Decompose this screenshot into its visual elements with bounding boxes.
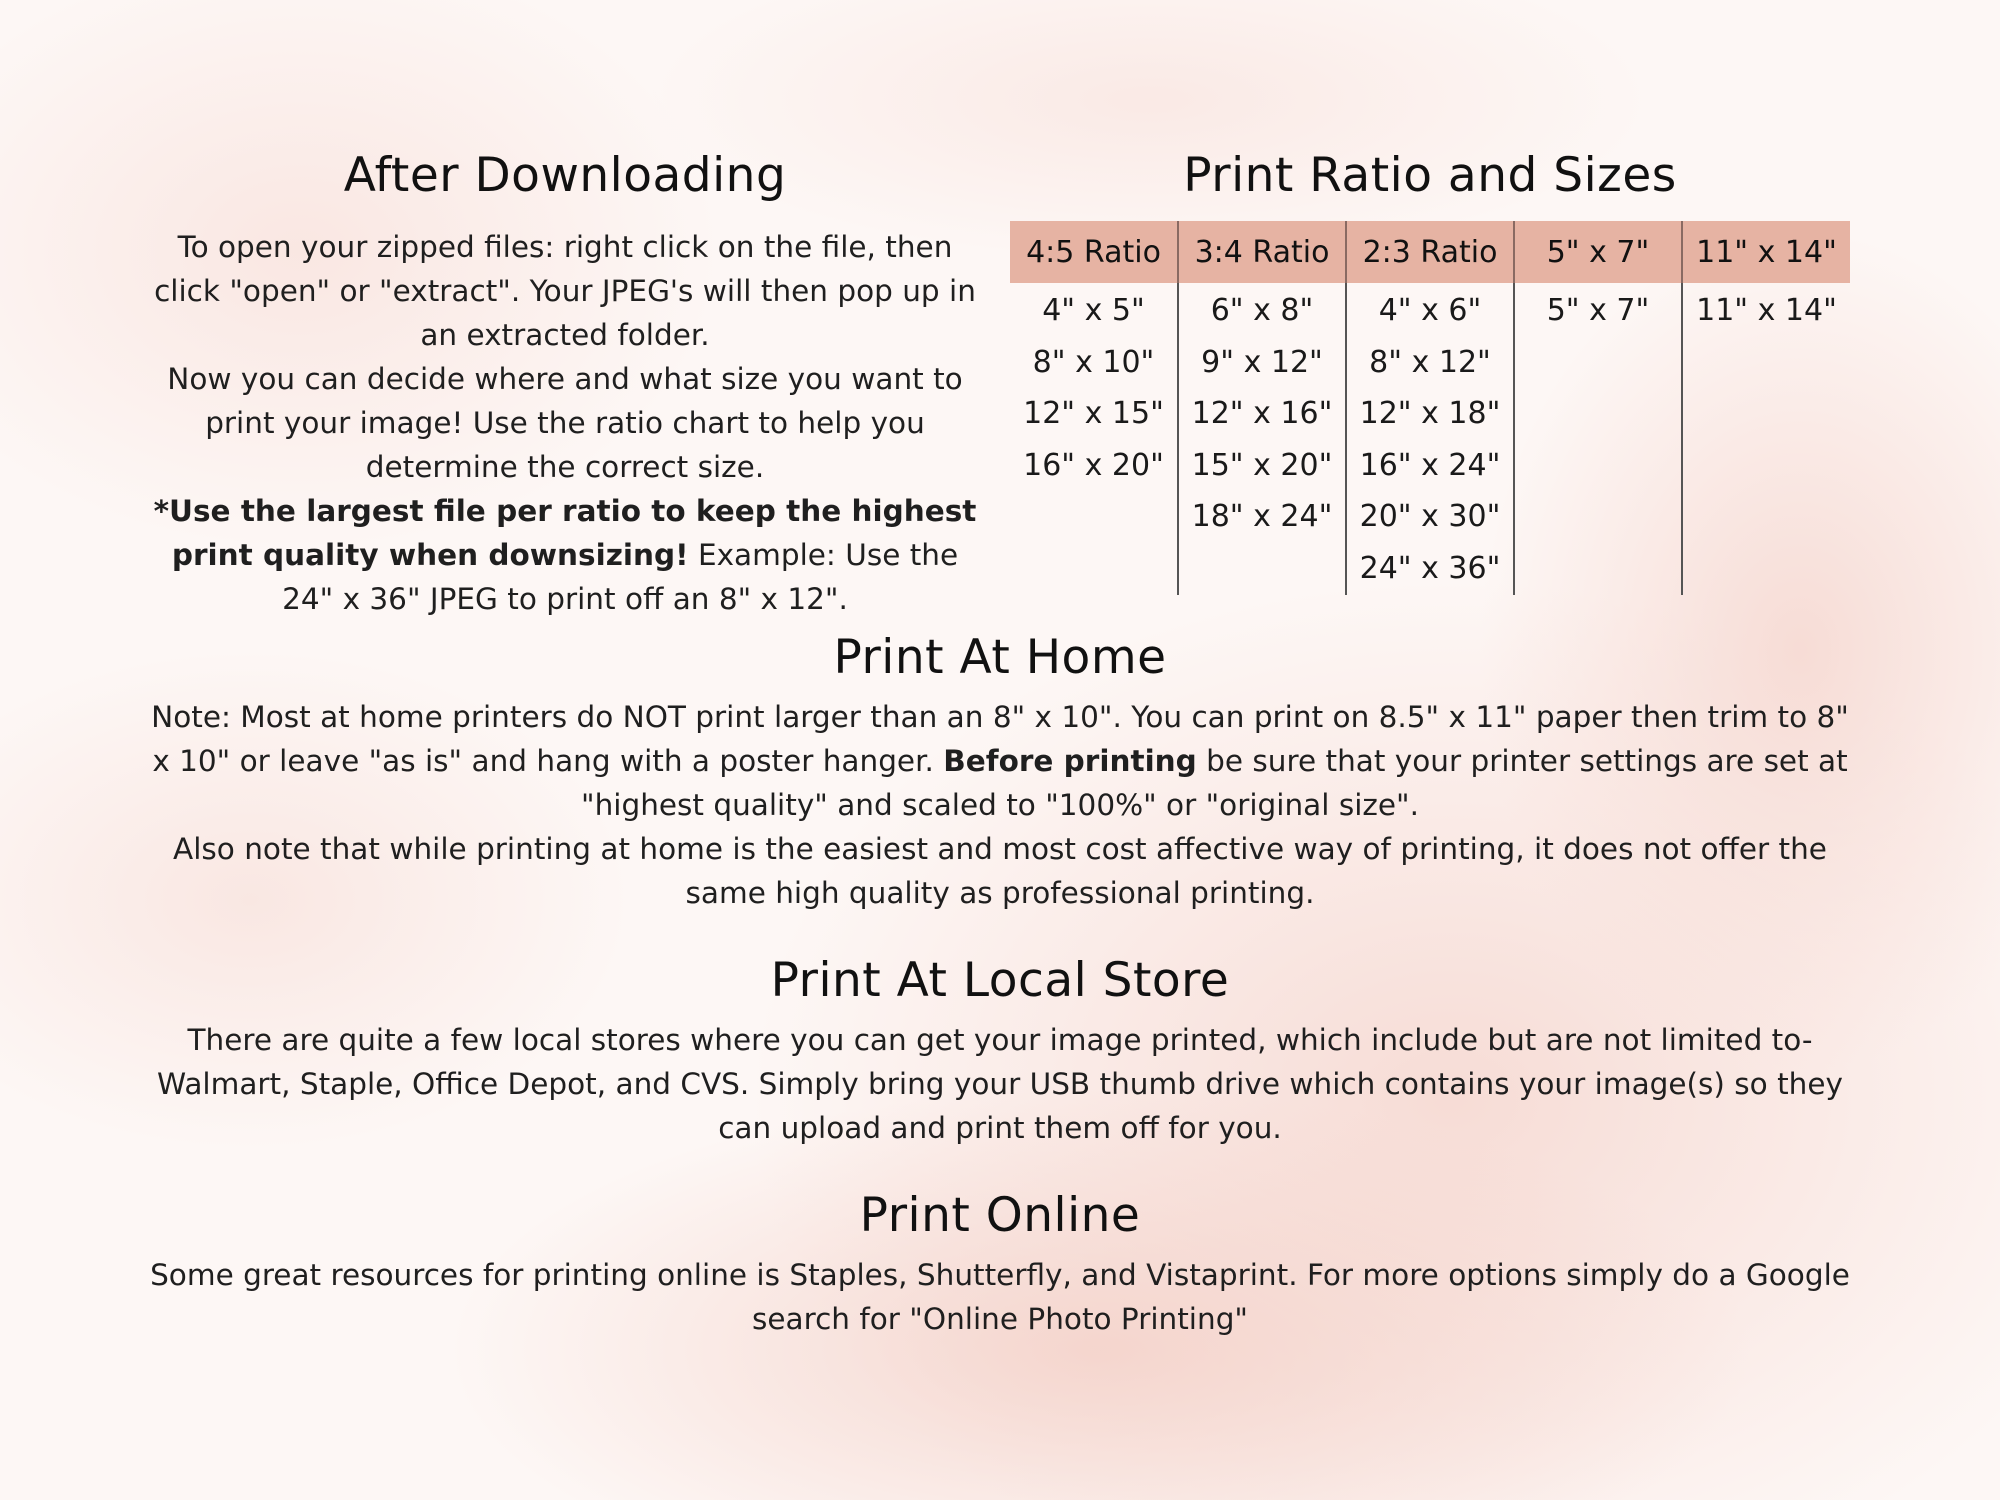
column-header: 2:3 Ratio [1346, 221, 1514, 283]
print-at-home-section [140, 630, 1860, 915]
size-column-4-5 [1010, 283, 1178, 595]
size-cell: 4" x 5" [1042, 293, 1145, 328]
size-cell: 6" x 8" [1210, 293, 1314, 328]
print-local-store-section [140, 953, 1860, 1150]
size-column-3-4 [1178, 283, 1346, 595]
size-cell: 12" x 16" [1191, 396, 1333, 431]
size-column-11x14 [1682, 283, 1850, 595]
size-cell: 18" x 24" [1191, 499, 1333, 534]
size-cell: 24" x 36" [1359, 550, 1501, 586]
print-at-home-note [140, 695, 1860, 827]
size-column-5x7 [1514, 283, 1682, 595]
size-cell: 16" x 24" [1359, 447, 1501, 483]
size-cell: 12" x 15" [1023, 396, 1164, 431]
print-at-home-note-a: Note: Most at home printers do NOT print larger than an 8" x 10". You can print on 8.5" x 11" paper then trim to 8" x 10" or leave "as is" and hang with a poster hanger. [151, 700, 1849, 778]
print-at-home-heading: Print At Home [833, 630, 1167, 685]
print-online-section [140, 1188, 1860, 1341]
size-cell: 8" x 10" [1032, 344, 1155, 380]
size-cell: 16" x 20" [1023, 447, 1164, 483]
print-local-store-heading: Print At Local Store [770, 953, 1230, 1008]
after-downloading-section [150, 148, 980, 621]
column-header: 4:5 Ratio [1010, 221, 1178, 283]
size-cell: 11" x 14" [1696, 293, 1837, 328]
after-downloading-p2: Now you can decide where and what size you want to print your image! Use the ratio chart to help you determine the correct size. [167, 362, 963, 484]
size-cell: 12" x 18" [1359, 396, 1501, 431]
size-cell: 5" x 7" [1546, 293, 1650, 328]
size-column-2-3 [1346, 283, 1514, 595]
print-local-store-p1: There are quite a few local stores where you can get your image printed, which include but are not limited to- Walmart, Staple, Office Depot, and CVS. Simply bring your USB thumb drive which contains your image(s) so they can upload and print them off for you. [157, 1023, 1843, 1145]
print-ratio-heading: Print Ratio and Sizes [1183, 148, 1677, 203]
print-online-heading: Print Online [859, 1188, 1141, 1243]
print-at-home-note-bold: Before printing [943, 744, 1197, 778]
size-cell: 20" x 30" [1359, 499, 1501, 534]
after-downloading-tip-example: Example: Use the 24" x 36" JPEG to print off an 8" x 12". [282, 538, 959, 616]
size-cell: 15" x 20" [1191, 447, 1333, 483]
print-at-home-p2: Also note that while printing at home is the easiest and most cost affective way of printing, it does not offer the same high quality as professional printing. [173, 832, 1827, 910]
size-cell: 4" x 6" [1378, 293, 1482, 328]
after-downloading-tip-bold: *Use the largest file per ratio to keep the highest print quality when downsizing! [153, 494, 977, 572]
after-downloading-p3 [150, 489, 980, 621]
column-header: 3:4 Ratio [1178, 221, 1346, 283]
print-at-home-note-b: be sure that your printer settings are set at "highest quality" and scaled to "100%" or "original size". [581, 744, 1848, 822]
size-cell: 8" x 12" [1369, 344, 1491, 380]
ratio-size-table [1010, 221, 1850, 595]
column-header: 5" x 7" [1514, 221, 1682, 283]
after-downloading-heading: After Downloading [343, 148, 787, 203]
size-cell: 9" x 12" [1201, 344, 1323, 380]
after-downloading-p1: To open your zipped files: right click on the file, then click "open" or "extract". Your JPEG's will then pop up in an extracted folder. [154, 230, 976, 352]
print-online-p1: Some great resources for printing online is Staples, Shutterfly, and Vistaprint. For more options simply do a Google search for "Online Photo Printing" [150, 1258, 1850, 1336]
column-header: 11" x 14" [1682, 221, 1850, 283]
print-ratio-section [1010, 148, 1850, 595]
